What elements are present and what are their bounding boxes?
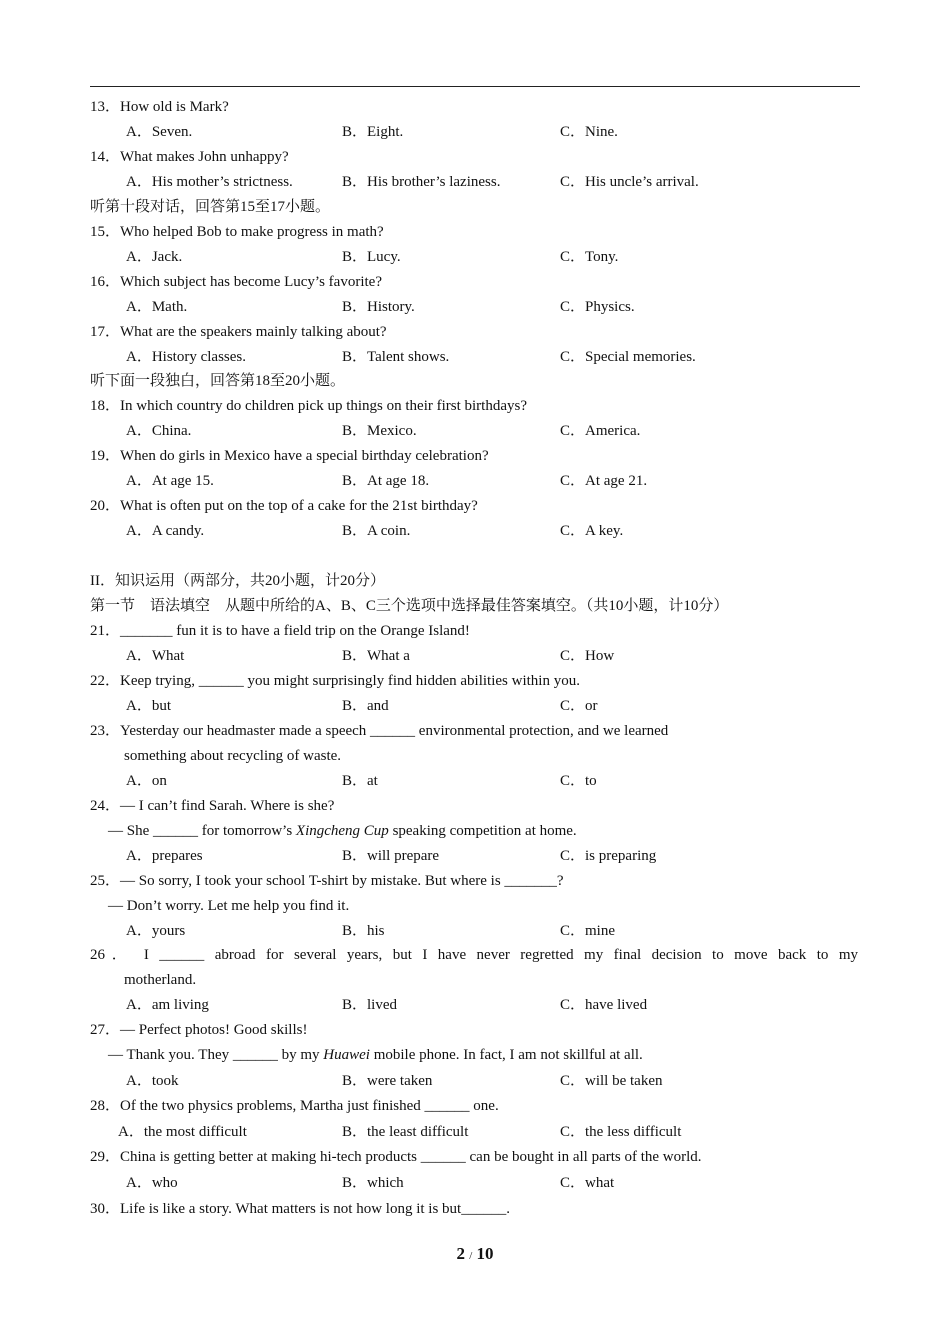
answer-option: C．At age 21.: [560, 473, 648, 489]
answer-option: C．Nine.: [560, 124, 618, 140]
answer-option: B．will prepare: [342, 848, 440, 864]
question-line: 25．— So sorry, I took your school T-shirt by mistake. But where is _______?: [90, 873, 564, 889]
question-line: 23．Yesterday our headmaster made a speech ______ environmental protection, and we learned: [90, 723, 669, 739]
answer-option: B．the least difficult: [342, 1124, 469, 1140]
question-line: 16．Which subject has become Lucy’s favorite?: [90, 274, 382, 290]
question-line: 22．Keep trying, ______ you might surprisingly find hidden abilities within you.: [90, 673, 580, 689]
italic-term: Huawei: [323, 1047, 370, 1063]
answer-option: C．will be taken: [560, 1073, 663, 1089]
answer-option: A．Jack.: [126, 249, 183, 265]
answer-option: B．Talent shows.: [342, 349, 450, 365]
current-page: 2: [456, 1244, 465, 1263]
answer-option: C．or: [560, 698, 598, 714]
answer-option: A．am living: [126, 997, 209, 1013]
answer-option: A．At age 15.: [126, 473, 214, 489]
page-number: [0, 1242, 950, 1268]
answer-option: A．the most difficult: [118, 1124, 247, 1140]
answer-option: A．A candy.: [126, 523, 205, 539]
answer-option: C．the less difficult: [560, 1124, 682, 1140]
text-span: — She ______ for tomorrow’s: [108, 823, 296, 839]
answer-option: B．Lucy.: [342, 249, 401, 265]
answer-option: B．History.: [342, 299, 415, 315]
answer-option: A．China.: [126, 423, 192, 439]
question-line: 26． I ______ abroad for several years, but I have never regretted my final decision to move back to my: [90, 947, 858, 963]
answer-option: C．mine: [560, 923, 615, 939]
text-span: mobile phone. In fact, I am not skillful at all.: [369, 1047, 643, 1063]
answer-option: A．who: [126, 1175, 178, 1191]
answer-option: C．How: [560, 648, 615, 664]
answer-option: A．What: [126, 648, 185, 664]
answer-option: C．is preparing: [560, 848, 657, 864]
answer-option: B．which: [342, 1175, 404, 1191]
text-span: — Thank you. They ______ by my: [108, 1047, 324, 1063]
answer-option: B．What a: [342, 648, 410, 664]
question-line: 27．— Perfect photos! Good skills!: [90, 1022, 308, 1038]
answer-option: B．his: [342, 923, 385, 939]
header-rule: [90, 86, 860, 87]
question-line: 听下面一段独白，回答第18至20小题。: [90, 373, 346, 389]
question-line: — Don’t worry. Let me help you find it.: [108, 898, 350, 914]
question-line: 13．How old is Mark?: [90, 99, 229, 115]
question-line: 17．What are the speakers mainly talking about?: [90, 324, 387, 340]
question-line: 20．What is often put on the top of a cake for the 21st birthday?: [90, 498, 478, 514]
question-line: II．知识运用（两部分，共20小题，计20分）: [90, 573, 385, 589]
answer-option: B．lived: [342, 997, 397, 1013]
question-line: 28．Of the two physics problems, Martha just finished ______ one.: [90, 1098, 499, 1114]
answer-option: A．but: [126, 698, 172, 714]
answer-option: A．History classes.: [126, 349, 246, 365]
answer-option: C．His uncle’s arrival.: [560, 174, 699, 190]
question-line: 24．— I can’t find Sarah. Where is she?: [90, 798, 335, 814]
question-line: 18．In which country do children pick up things on their first birthdays?: [90, 398, 527, 414]
answer-option: A．on: [126, 773, 167, 789]
question-line: 14．What makes John unhappy?: [90, 149, 289, 165]
answer-option: C．America.: [560, 423, 641, 439]
question-line: 第一节 语法填空 从题中所给的A、B、C三个选项中选择最佳答案填空。（共10小题，计10分）: [90, 598, 729, 614]
answer-option: B．at: [342, 773, 378, 789]
question-line: 19．When do girls in Mexico have a special birthday celebration?: [90, 448, 489, 464]
answer-option: A．yours: [126, 923, 186, 939]
answer-option: C．Physics.: [560, 299, 635, 315]
answer-option: B．and: [342, 698, 389, 714]
answer-option: B．A coin.: [342, 523, 411, 539]
answer-option: C．have lived: [560, 997, 648, 1013]
answer-option: C．Tony.: [560, 249, 619, 265]
answer-option: B．were taken: [342, 1073, 433, 1089]
answer-option: B．At age 18.: [342, 473, 430, 489]
question-line: motherland.: [124, 972, 197, 988]
question-line: something about recycling of waste.: [124, 748, 342, 764]
question-line: 15．Who helped Bob to make progress in math?: [90, 224, 384, 240]
question-line: [108, 1045, 643, 1065]
question-line: [108, 821, 577, 841]
answer-option: B．His brother’s laziness.: [342, 174, 501, 190]
question-line: 29．China is getting better at making hi-tech products ______ can be bought in all parts of the world.: [90, 1149, 702, 1165]
answer-option: B．Mexico.: [342, 423, 417, 439]
question-line: 听第十段对话，回答第15至17小题。: [90, 199, 331, 215]
answer-option: C．what: [560, 1175, 615, 1191]
answer-option: A．took: [126, 1073, 179, 1089]
answer-option: C．Special memories.: [560, 349, 696, 365]
total-pages: 10: [476, 1244, 494, 1263]
answer-option: A．Math.: [126, 299, 188, 315]
answer-option: C．A key.: [560, 523, 624, 539]
answer-option: A．Seven.: [126, 124, 193, 140]
answer-option: A．His mother’s strictness.: [126, 174, 293, 190]
text-span: speaking competition at home.: [388, 823, 577, 839]
answer-option: B．Eight.: [342, 124, 404, 140]
italic-term: Xingcheng Cup: [295, 823, 389, 839]
page-separator: /: [469, 1250, 473, 1262]
answer-option: C．to: [560, 773, 597, 789]
question-line: 21．_______ fun it is to have a field trip on the Orange Island!: [90, 623, 470, 639]
question-line: 30．Life is like a story. What matters is not how long it is but______.: [90, 1201, 510, 1217]
answer-option: A．prepares: [126, 848, 203, 864]
